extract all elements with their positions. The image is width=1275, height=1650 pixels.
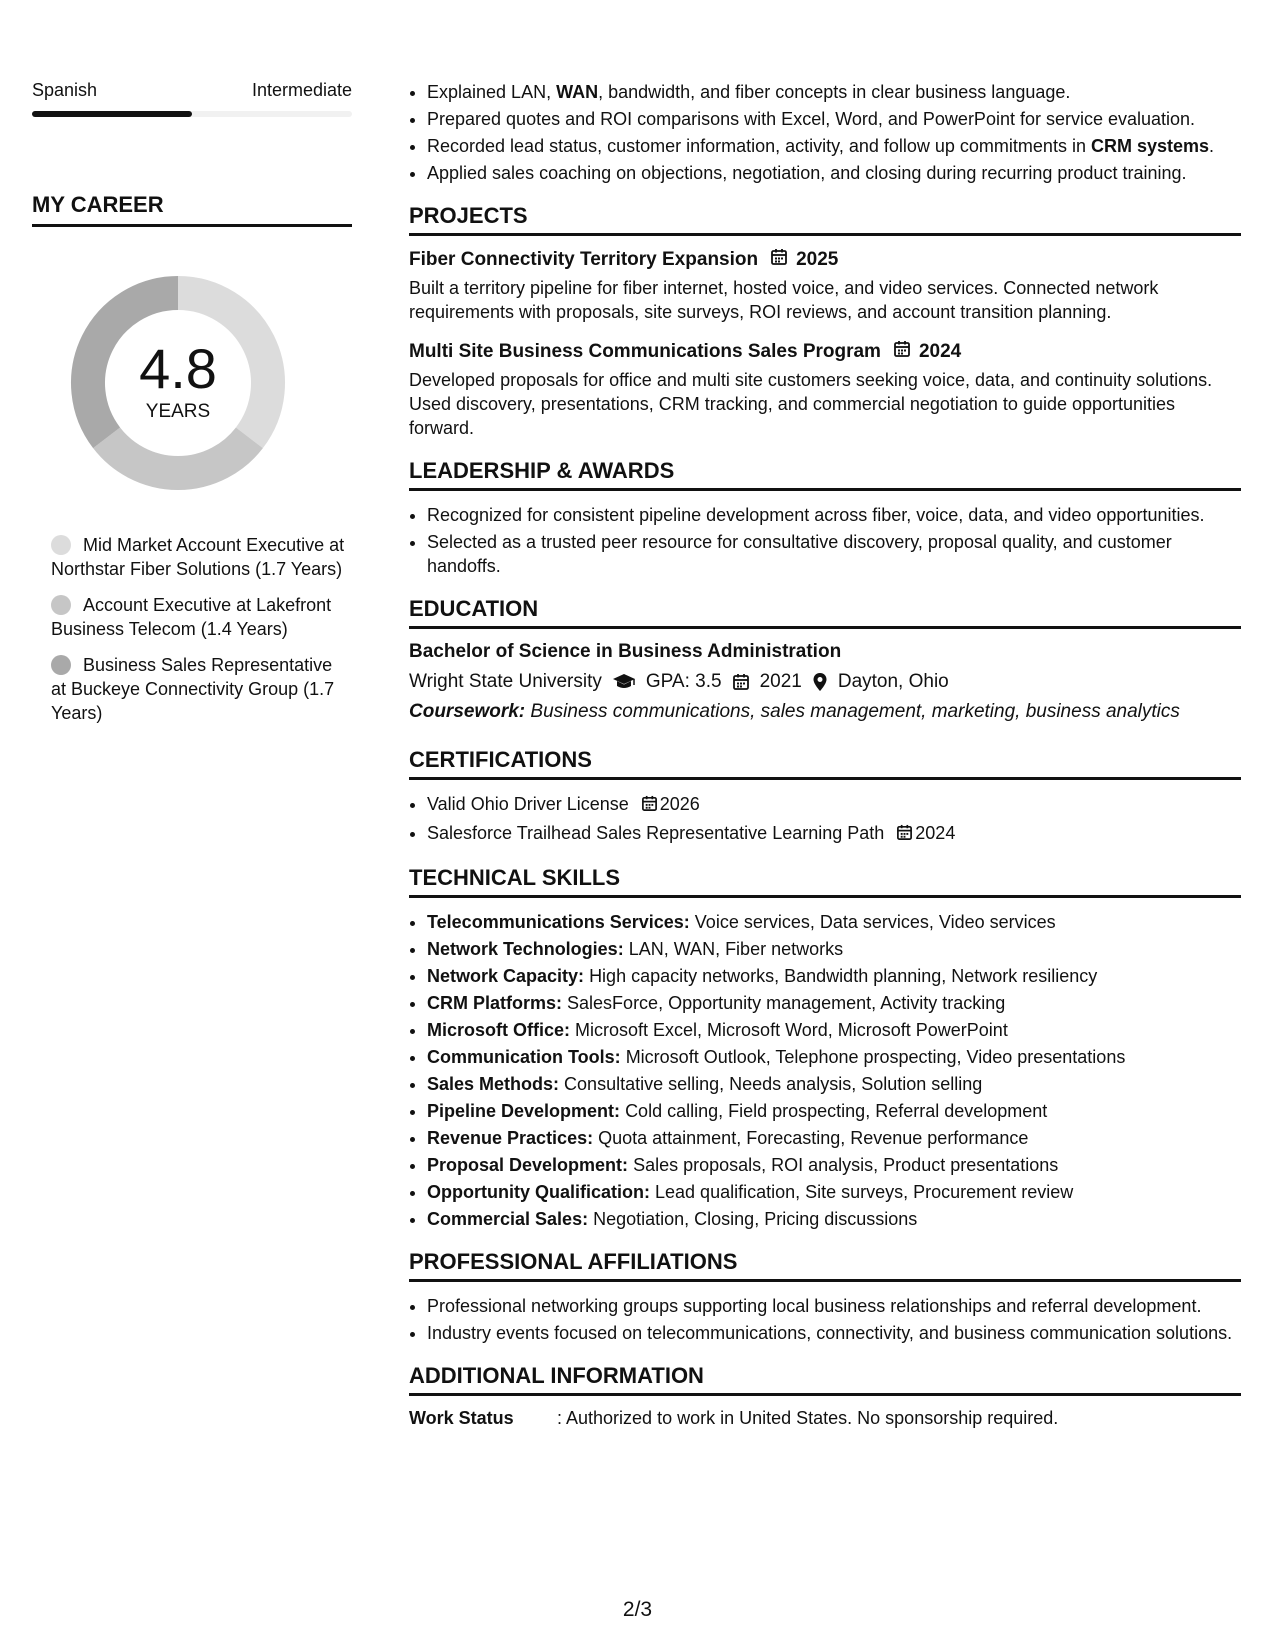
- certification-name: Valid Ohio Driver License: [427, 794, 629, 814]
- bullet-text: .: [1209, 136, 1215, 156]
- skill-category: Microsoft Office:: [427, 1020, 571, 1040]
- total-years-unit: YEARS: [145, 401, 211, 422]
- location-pin-icon: [812, 672, 828, 692]
- skill-values: Microsoft Outlook, Telephone prospecting, Video presentations: [625, 1047, 1126, 1067]
- certification-year: 2026: [659, 794, 700, 814]
- donut-center: [66, 271, 290, 495]
- bullet-text: Recorded lead status, customer information, activity, and follow up commitments in: [427, 136, 1091, 156]
- list-item: [427, 910, 1241, 934]
- list-item: [427, 161, 1241, 185]
- skills-list: [409, 910, 1241, 1231]
- skill-category: Communication Tools:: [427, 1047, 621, 1067]
- calendar-icon: [896, 823, 913, 847]
- list-item: • Professional networking groups supporting local business relationships and referral development.: [427, 1294, 1241, 1318]
- career-item-text: Business Sales Representative at Buckeye Connectivity Group (1.7 Years): [51, 655, 335, 723]
- skill-values: Sales proposals, ROI analysis, Product presentations: [633, 1155, 1059, 1175]
- work-status-row: [409, 1408, 1241, 1429]
- project-description: Built a territory pipeline for fiber internet, hosted voice, and video services. Connected network requirements with proposals, site surveys, ROI reviews, and account transition planning.: [409, 278, 1159, 322]
- skill-values: Voice services, Data services, Video services: [694, 912, 1056, 932]
- career-item: [51, 533, 352, 581]
- list-item: [427, 1045, 1241, 1069]
- list-item: [427, 1153, 1241, 1177]
- skill-category: Commercial Sales:: [427, 1209, 589, 1229]
- list-item: [427, 134, 1241, 158]
- skill-values: Negotiation, Closing, Pricing discussions: [593, 1209, 918, 1229]
- degree-title: Bachelor of Science in Business Administration: [409, 641, 842, 662]
- skill-values: SalesForce, Opportunity management, Activity tracking: [567, 993, 1006, 1013]
- skill-category: Network Capacity:: [427, 966, 585, 986]
- career-donut-chart: [66, 271, 290, 495]
- calendar-icon: [732, 673, 750, 691]
- skill-category: Pipeline Development:: [427, 1101, 621, 1121]
- skill-values: Cold calling, Field prospecting, Referral development: [625, 1101, 1048, 1121]
- list-item: [427, 821, 1241, 847]
- list-item: [427, 80, 1241, 104]
- list-item: • Industry events focused on telecommunications, connectivity, and business communication solutions.: [427, 1321, 1241, 1345]
- project-title-row: [409, 340, 1241, 364]
- list-item: [427, 1207, 1241, 1231]
- work-status-label: Work Status: [409, 1408, 514, 1428]
- skill-category: Network Technologies:: [427, 939, 624, 959]
- coursework-text: Business communications, sales management, marketing, business analytics: [530, 701, 1180, 722]
- school-location: Dayton, Ohio: [837, 671, 949, 692]
- calendar-icon: [641, 794, 658, 818]
- project-description: Developed proposals for office and multi site customers seeking voice, data, and continuity solutions. Used discovery, presentations, CRM tracking, and commercial negotiation to guide opportunities forward.: [409, 370, 1213, 438]
- leadership-list: [409, 503, 1241, 578]
- bullet-text: Prepared quotes and ROI comparisons with Excel, Word, and PowerPoint for service evaluation.: [427, 109, 1196, 129]
- skill-values: Quota attainment, Forecasting, Revenue performance: [598, 1128, 1029, 1148]
- certifications-list: [409, 792, 1241, 847]
- legend-dot: [51, 655, 71, 675]
- language-name: Spanish: [32, 80, 98, 100]
- legend-dot: [51, 535, 71, 555]
- coursework-label: Coursework:: [409, 701, 526, 722]
- skill-values: Lead qualification, Site surveys, Procurement review: [655, 1182, 1074, 1202]
- graduation-cap-icon: [612, 673, 636, 691]
- certification-name: Salesforce Trailhead Sales Representative Learning Path: [427, 823, 885, 843]
- affiliations-heading: PROFESSIONAL AFFILIATIONS: [409, 1249, 1241, 1282]
- project-title: Fiber Connectivity Territory Expansion: [409, 249, 759, 270]
- list-item: [427, 1126, 1241, 1150]
- project-title: Multi Site Business Communications Sales Program: [409, 341, 881, 362]
- affiliations-list: [409, 1294, 1241, 1345]
- list-item: [427, 1018, 1241, 1042]
- experience-bullets: [409, 80, 1241, 185]
- work-status-value: : Authorized to work in United States. No sponsorship required.: [557, 1408, 1059, 1428]
- project-title-row: [409, 248, 1241, 272]
- projects-heading: PROJECTS: [409, 203, 1241, 236]
- bullet-text: Explained LAN,: [427, 82, 557, 102]
- language-row: [32, 80, 352, 101]
- skill-values: Consultative selling, Needs analysis, Solution selling: [564, 1074, 983, 1094]
- graduation-year: 2021: [759, 671, 802, 692]
- career-list: [51, 533, 352, 725]
- skill-values: Microsoft Excel, Microsoft Word, Microsoft PowerPoint: [575, 1020, 1008, 1040]
- coursework: [409, 701, 1241, 723]
- bullet-text: , bandwidth, and fiber concepts in clear business language.: [598, 82, 1071, 102]
- bullet-text: Applied sales coaching on objections, negotiation, and closing during recurring product training.: [427, 163, 1187, 183]
- total-years-value: 4.8: [139, 337, 217, 400]
- main-content: [409, 80, 1241, 1429]
- list-item: • Selected as a trusted peer resource for consultative discovery, proposal quality, and customer handoffs.: [427, 530, 1241, 578]
- education-heading: EDUCATION: [409, 596, 1241, 629]
- list-item: [427, 792, 1241, 818]
- skill-category: Revenue Practices:: [427, 1128, 594, 1148]
- career-item-text: Mid Market Account Executive at Northstar Fiber Solutions (1.7 Years): [51, 535, 345, 579]
- project-year: 2025: [796, 249, 839, 270]
- school-name: Wright State University: [409, 671, 602, 692]
- list-item: [427, 1099, 1241, 1123]
- career-item-text: Account Executive at Lakefront Business Telecom (1.4 Years): [51, 595, 332, 639]
- language-proficiency-bar: [32, 111, 352, 117]
- legend-dot: [51, 595, 71, 615]
- career-heading: MY CAREER: [32, 192, 352, 227]
- list-item: [427, 937, 1241, 961]
- skill-values: LAN, WAN, Fiber networks: [628, 939, 844, 959]
- skill-values: High capacity networks, Bandwidth planning, Network resiliency: [589, 966, 1098, 986]
- project-year: 2024: [918, 341, 962, 362]
- list-item: [427, 964, 1241, 988]
- leadership-heading: LEADERSHIP & AWARDS: [409, 458, 1241, 491]
- additional-info-heading: ADDITIONAL INFORMATION: [409, 1363, 1241, 1396]
- skill-category: Telecommunications Services:: [427, 912, 690, 932]
- bullet-bold: CRM systems: [1090, 136, 1209, 156]
- sidebar: [32, 80, 352, 737]
- list-item: [427, 991, 1241, 1015]
- list-item: [427, 1180, 1241, 1204]
- education-details: [409, 671, 1241, 693]
- list-item: [427, 107, 1241, 131]
- calendar-icon: [893, 340, 911, 364]
- language-level: Intermediate: [251, 80, 352, 100]
- certifications-heading: CERTIFICATIONS: [409, 747, 1241, 780]
- career-item: [51, 653, 352, 725]
- career-item: [51, 593, 352, 641]
- list-item: • Recognized for consistent pipeline development across fiber, voice, data, and video opportunities.: [427, 503, 1241, 527]
- list-item: [427, 1072, 1241, 1096]
- skill-category: Sales Methods:: [427, 1074, 560, 1094]
- language-proficiency-fill: [32, 111, 192, 117]
- calendar-icon: [770, 248, 788, 272]
- page-number: 2/3: [622, 1598, 653, 1621]
- gpa: GPA: 3.5: [645, 671, 722, 692]
- skill-category: CRM Platforms:: [427, 993, 563, 1013]
- bullet-bold: WAN: [556, 82, 599, 102]
- skill-category: Proposal Development:: [427, 1155, 629, 1175]
- skills-heading: TECHNICAL SKILLS: [409, 865, 1241, 898]
- certification-year: 2024: [915, 823, 956, 843]
- skill-category: Opportunity Qualification:: [427, 1182, 650, 1202]
